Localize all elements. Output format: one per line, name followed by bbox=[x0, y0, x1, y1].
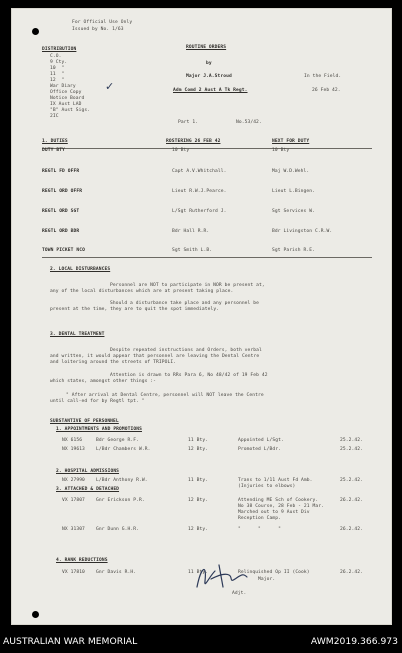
duties-col-next: NEXT FOR DUTY bbox=[272, 139, 310, 144]
order-number: No.53/42. bbox=[236, 120, 262, 125]
duty-next: Lieut L.Bingen. bbox=[272, 189, 315, 194]
record-regimental-no: NX 6156 bbox=[62, 438, 83, 443]
distribution-label: DISTRIBUTION bbox=[42, 47, 77, 52]
record-date: 26.2.42. bbox=[340, 527, 363, 532]
record-detail: " " " bbox=[238, 527, 281, 532]
record-name: Gnr Erickson P.R. bbox=[96, 498, 145, 503]
duties-col-current: ROSTERING 26 FEB 42 bbox=[166, 139, 221, 144]
record-battery: 12 Bty. bbox=[188, 447, 209, 452]
paragraph-line: any of the local disturbances which are at present taking place. bbox=[50, 289, 234, 294]
divider bbox=[42, 257, 372, 258]
classification: For Official Use Only bbox=[72, 20, 133, 25]
paragraph-line: and written, it would appear that personnel are leaving the Dental Centre bbox=[50, 354, 260, 359]
issue-ref: Issued by No. 1/63 bbox=[72, 27, 124, 32]
record-battery: 11 Bty. bbox=[188, 438, 209, 443]
paragraph-line: which states, amongst other things :- bbox=[50, 379, 157, 384]
date: 26 Feb 42. bbox=[312, 88, 341, 93]
duty-current: Sgt Smith L.B. bbox=[172, 248, 213, 253]
duty-role: REGTL ORD SGT bbox=[42, 209, 80, 214]
duty-next: Sgt Services W. bbox=[272, 209, 315, 214]
record-name: L/Bdr Chambers W.R. bbox=[96, 447, 151, 452]
distribution-item: Notice Board bbox=[50, 96, 85, 101]
duties-heading: 1. DUTIES bbox=[42, 139, 68, 144]
personnel-heading: SUBSTANTIVE OF PERSONNEL bbox=[50, 419, 119, 424]
handwritten-signature bbox=[189, 557, 261, 597]
duty-next: Maj W.D.Wehl. bbox=[272, 169, 310, 174]
record-date: 25.2.42. bbox=[340, 438, 363, 443]
distribution-item: Office Copy bbox=[50, 90, 82, 95]
duty-role: REGTL FD OFFR bbox=[42, 169, 80, 174]
record-detail: Reception Camp. bbox=[238, 516, 281, 521]
record-battery: 12 Bty. bbox=[188, 527, 209, 532]
divider bbox=[42, 148, 372, 149]
record-date: 25.2.42. bbox=[340, 478, 363, 483]
record-detail: No 38 Course, 28 Feb - 21 Mar. bbox=[238, 504, 324, 509]
duty-current: Lieut R.W.J.Pearce. bbox=[172, 189, 227, 194]
part-number: Part 1. bbox=[178, 120, 199, 125]
signature-rank: Major. bbox=[258, 577, 276, 582]
paragraph-line: Attention is drawn to RRs Para 6, No 48/42 of 19 Feb 42 bbox=[110, 373, 268, 378]
distribution-item: 11 " bbox=[50, 72, 65, 77]
duty-current: 10 Bty bbox=[172, 148, 190, 153]
duty-role: TOWN PICKET NCO bbox=[42, 248, 85, 253]
duty-current: L/Sgt Rutherford J. bbox=[172, 209, 227, 214]
record-date: 25.2.42. bbox=[340, 447, 363, 452]
record-regimental-no: NX 19613 bbox=[62, 447, 85, 452]
unit-name: Adm Comd 2 Aust A Tk Regt. bbox=[173, 88, 248, 93]
duty-current: Capt A.V.Whitchall. bbox=[172, 169, 227, 174]
record-detail: Appointed L/Sgt. bbox=[238, 438, 284, 443]
distribution-item: War Diary bbox=[50, 84, 76, 89]
record-detail: (Injuries to elbows) bbox=[238, 484, 296, 489]
record-regimental-no: VX 17807 bbox=[62, 498, 85, 503]
record-detail: Trans to 1/11 Aust Fd Amb. bbox=[238, 478, 313, 483]
record-name: Gnr Davis R.H. bbox=[96, 570, 137, 575]
duty-next: Sgt Parish R.E. bbox=[272, 248, 315, 253]
duty-current: Bdr Hall R.R. bbox=[172, 229, 210, 234]
punch-hole bbox=[32, 28, 39, 35]
record-heading: 3. ATTACHED & DETACHED bbox=[56, 487, 120, 492]
orders-title: ROUTINE ORDERS bbox=[186, 45, 227, 50]
record-name: Bdr George R.F. bbox=[96, 438, 139, 443]
distribution-item: "B" Aust Sigs. bbox=[50, 108, 91, 113]
paragraph-line: Despite repeated instructions and Orders, both verbal bbox=[110, 348, 262, 353]
by-text: by bbox=[206, 61, 212, 66]
record-date: 26.2.42. bbox=[340, 498, 363, 503]
footer-accession-number: AWM2019.366.973 bbox=[310, 636, 398, 647]
place: In the Field. bbox=[304, 74, 342, 79]
paragraph-line: Personnel are NOT to participate in NOR be present at, bbox=[110, 283, 265, 288]
distribution-item: 2IC bbox=[50, 114, 59, 119]
record-heading: 2. HOSPITAL ADMISSIONS bbox=[56, 469, 120, 474]
paragraph-line: Should a disturbance take place and any personnel be bbox=[110, 301, 260, 306]
record-name: L/Bdr Anthony R.W. bbox=[96, 478, 148, 483]
record-detail: Relinquished Op II (Cook) bbox=[238, 570, 310, 575]
duty-role: REGTL ORD BDR bbox=[42, 229, 80, 234]
record-regimental-no: VX 17810 bbox=[62, 570, 85, 575]
section-heading: 2. LOCAL DISTURBANCES bbox=[50, 267, 111, 272]
record-battery: 11 Bty. bbox=[188, 570, 209, 575]
footer-source: AUSTRALIAN WAR MEMORIAL bbox=[3, 636, 138, 647]
punch-hole bbox=[32, 611, 39, 618]
distribution-item: IX Aust LAD bbox=[50, 102, 82, 107]
distribution-item: 12 " bbox=[50, 78, 65, 83]
record-date: 26.2.42. bbox=[340, 570, 363, 575]
paragraph-line: present at the time, they are to quit the spot immediately. bbox=[50, 307, 220, 312]
officer-name: Major J.A.Stroud bbox=[186, 74, 232, 79]
record-detail: Marched out to 9 Aust Div bbox=[238, 510, 310, 515]
duty-next: Bdr Livingston C.R.W. bbox=[272, 229, 333, 234]
quoted-order: until call-ed for by Regtl tpt. " bbox=[50, 399, 145, 404]
record-heading: 4. RANK REDUCTIONS bbox=[56, 558, 108, 563]
paragraph-line: and loitering around the streets of TRIPOLI. bbox=[50, 360, 177, 365]
record-battery: 11 Bty. bbox=[188, 478, 209, 483]
record-detail: Attending ME Sch of Cookery. bbox=[238, 498, 319, 503]
duty-next: 10 Bty bbox=[272, 148, 290, 153]
record-battery: 12 Bty. bbox=[188, 498, 209, 503]
check-mark-icon: ✓ bbox=[105, 80, 115, 93]
distribution-item: 9 Cty. bbox=[50, 60, 68, 65]
distribution-item: 10 " bbox=[50, 66, 65, 71]
distribution-item: C.O. bbox=[50, 54, 62, 59]
duty-role: REGTL ORD OFFR bbox=[42, 189, 83, 194]
record-heading: 1. APPOINTMENTS AND PROMOTIONS bbox=[56, 427, 142, 432]
quoted-order: " After arrival at Dental Centre, personnel will NOT leave the Centre bbox=[66, 393, 264, 398]
section-heading: 3. DENTAL TREATMENT bbox=[50, 332, 105, 337]
record-detail: Promoted L/Bdr. bbox=[238, 447, 281, 452]
record-regimental-no: NX 31307 bbox=[62, 527, 85, 532]
duty-role: DUTY BTY bbox=[42, 148, 65, 153]
record-name: Gnr Dunn G.H.R. bbox=[96, 527, 139, 532]
record-regimental-no: NX 27990 bbox=[62, 478, 85, 483]
signature-title: Adjt. bbox=[232, 591, 247, 596]
